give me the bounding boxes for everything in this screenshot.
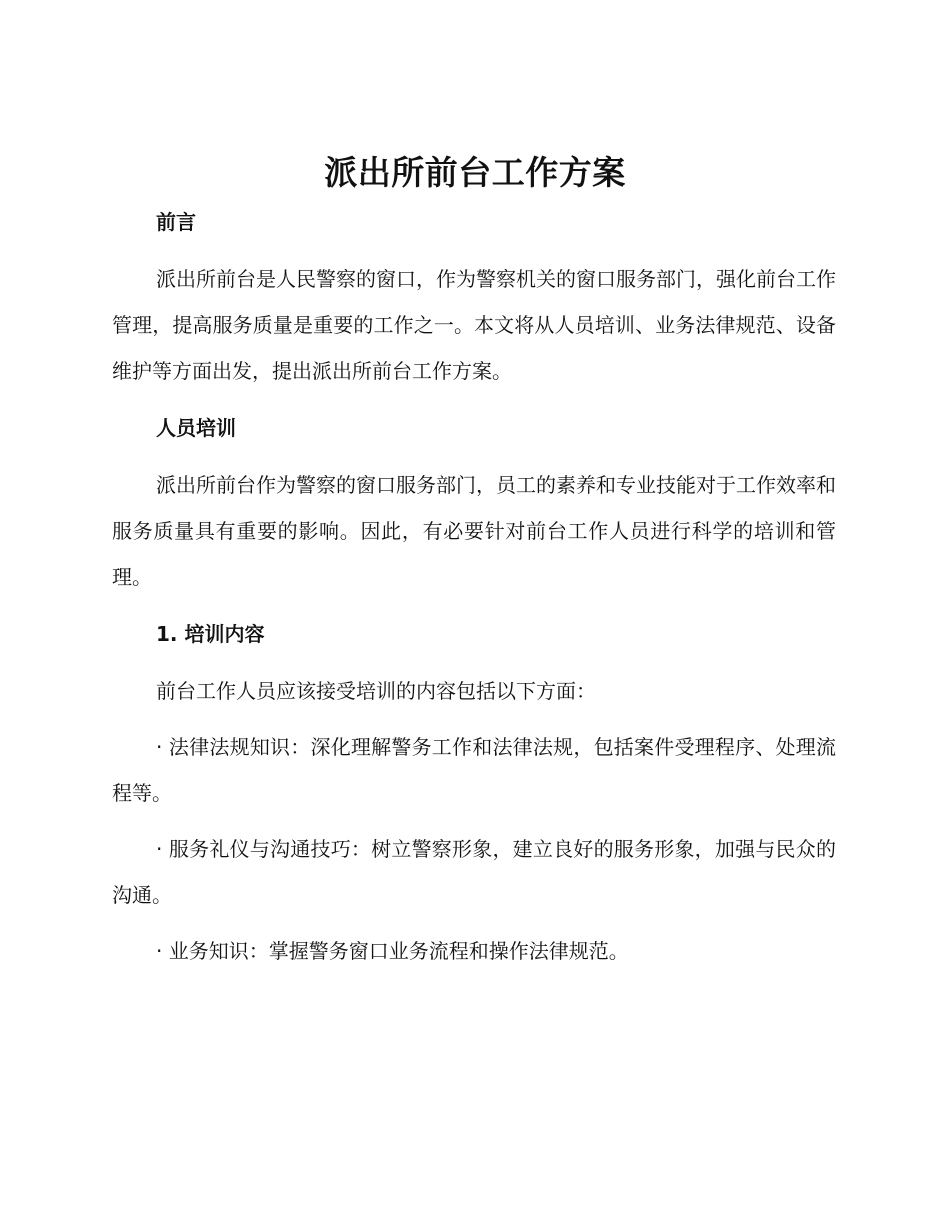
training-content-intro: 前台工作人员应该接受培训的内容包括以下方面： xyxy=(156,679,596,703)
subheading-training-content: 1. 培训内容 xyxy=(156,622,265,646)
bullet-item-service-etiquette: · 服务礼仪与沟通技巧：树立警察形象，建立良好的服务形象，加强与民众的沟通。 xyxy=(112,837,836,907)
document-body xyxy=(112,198,836,984)
document-title: 派出所前台工作方案 xyxy=(324,153,626,192)
bullet-item-business-knowledge: · 业务知识：掌握警务窗口业务流程和操作法律规范。 xyxy=(156,939,629,963)
staff-training-paragraph: 派出所前台作为警察的窗口服务部门，员工的素养和专业技能对于工作效率和服务质量具有重要的影响。因此，有必要针对前台工作人员进行科学的培训和管理。 xyxy=(112,473,836,589)
section-heading-preface: 前言 xyxy=(156,210,196,234)
preface-paragraph: 派出所前台是人民警察的窗口，作为警察机关的窗口服务部门，强化前台工作管理，提高服务质量是重要的工作之一。本文将从人员培训、业务法律规范、设备维护等方面出发，提出派出所前台工作方案。 xyxy=(112,267,836,383)
section-heading-staff-training: 人员培训 xyxy=(156,416,236,440)
bullet-item-laws: · 法律法规知识：深化理解警务工作和法律法规，包括案件受理程序、处理流程等。 xyxy=(112,735,836,805)
